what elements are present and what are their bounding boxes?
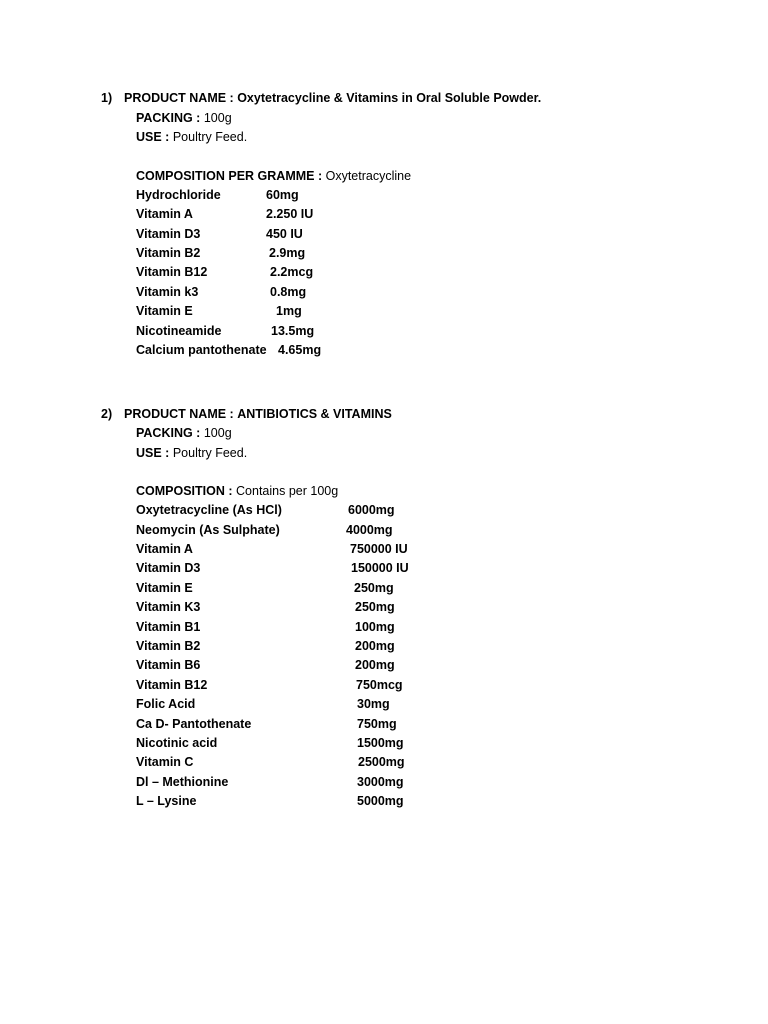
- use-value: Poultry Feed.: [172, 446, 248, 460]
- ingredient-name: Vitamin B2: [136, 639, 201, 653]
- ingredient-amount: 2500mg: [358, 755, 405, 769]
- ingredient-name: Hydrochloride: [136, 188, 221, 202]
- ingredient-name: Vitamin E: [136, 581, 193, 595]
- ingredient-name: Vitamin A: [136, 542, 193, 556]
- ingredient-name: Vitamin E: [136, 304, 193, 318]
- ingredient-amount: 1500mg: [357, 736, 404, 750]
- composition-value: Contains per 100g: [236, 484, 339, 498]
- ingredient-name: Nicotineamide: [136, 324, 222, 338]
- composition-label: COMPOSITION PER GRAMME :: [136, 169, 323, 183]
- product-2-packing-line: [136, 426, 232, 441]
- ingredient-name: Vitamin B12: [136, 678, 208, 692]
- composition-value: Oxytetracycline: [325, 169, 412, 183]
- ingredient-amount: 750000 IU: [350, 542, 408, 556]
- ingredient-amount: 3000mg: [357, 775, 404, 789]
- product-name-label: PRODUCT NAME :: [124, 407, 234, 421]
- use-label: USE :: [136, 446, 170, 460]
- product-name-label: PRODUCT NAME :: [124, 91, 234, 105]
- ingredient-amount: 200mg: [355, 639, 395, 653]
- ingredient-amount: 150000 IU: [351, 561, 409, 575]
- packing-value: 100g: [203, 426, 232, 440]
- product-name-value: ANTIBIOTICS & VITAMINS: [237, 407, 392, 421]
- packing-value: 100g: [203, 111, 232, 125]
- ingredient-name: Vitamin B12: [136, 265, 208, 279]
- ingredient-name: Vitamin K3: [136, 600, 201, 614]
- ingredient-amount: 200mg: [355, 658, 395, 672]
- ingredient-name: Vitamin k3: [136, 285, 199, 299]
- ingredient-name: Nicotinic acid: [136, 736, 218, 750]
- ingredient-name: L – Lysine: [136, 794, 197, 808]
- product-1-name-line: [124, 91, 541, 106]
- product-2-name-line: [124, 407, 392, 422]
- product-1-use-line: [136, 130, 247, 145]
- packing-label: PACKING :: [136, 426, 201, 440]
- product-name-value: Oxytetracycline & Vitamins in Oral Soluble Powder.: [237, 91, 542, 105]
- ingredient-amount: 30mg: [357, 697, 390, 711]
- ingredient-amount: 2.9mg: [269, 246, 306, 260]
- document-page: 1) PRODUCT NAME : Oxytetracycline & Vitamins in Oral Soluble Powder. PACKING : 100g USE : Poultry Feed. COMPOSITION PER GRAMME : Oxytetracycline Hydrochloride 60mg Vitamin A 2.250 IU Vitamin D3 450 IU Vitamin B2 2.9mg Vitamin B12 2.2mcg Vitamin k3 0.8mg Vitamin E 1mg Nicotineamide 13.5mg Calcium pantothenate 4.65mg 2) PRODUCT NAME : ANTIBIOTICS & VITAMINS PACKING : 100g USE : Poultry Feed. COMPOSITION : Contains per 100g Oxytetracycline (As HCl) 6000mg Neomycin (As Sulphate) 4000mg Vitamin A 750000 IU Vitamin D3 150000 IU Vitamin E 250mg Vitamin K3 250mg Vitamin B1 100mg Vitamin B2 200mg Vitamin B6 200mg Vitamin B12 750mcg Folic Acid 30mg Ca D- Pantothenate 750mg Nicotinic acid 1500mg Vitamin C 2500mg Dl – Methionine 3000mg L – Lysine 5000mg: [101, 91, 542, 808]
- ingredient-name: Vitamin B6: [136, 658, 201, 672]
- ingredient-amount: 250mg: [355, 600, 395, 614]
- ingredient-name: Vitamin D3: [136, 561, 201, 575]
- ingredient-amount: 6000mg: [348, 503, 395, 517]
- ingredient-amount: 100mg: [355, 620, 395, 634]
- product-2-use-line: [136, 446, 247, 461]
- ingredient-name: Calcium pantothenate: [136, 343, 267, 357]
- ingredient-name: Vitamin C: [136, 755, 194, 769]
- product-2-composition-line: [136, 484, 338, 499]
- ingredient-amount: 5000mg: [357, 794, 404, 808]
- ingredient-amount: 1mg: [276, 304, 302, 318]
- ingredient-name: Neomycin (As Sulphate): [136, 523, 280, 537]
- ingredient-amount: 250mg: [354, 581, 394, 595]
- ingredient-amount: 750mg: [357, 717, 397, 731]
- ingredient-name: Ca D- Pantothenate: [136, 717, 252, 731]
- ingredient-name: Folic Acid: [136, 697, 196, 711]
- ingredient-name: Vitamin B1: [136, 620, 201, 634]
- ingredient-name: Vitamin D3: [136, 227, 201, 241]
- ingredient-amount: 4.65mg: [278, 343, 322, 357]
- packing-label: PACKING :: [136, 111, 201, 125]
- product-1-packing-line: [136, 111, 232, 126]
- ingredient-amount: 2.2mcg: [270, 265, 314, 279]
- composition-label: COMPOSITION :: [136, 484, 233, 498]
- ingredient-name: Vitamin A: [136, 207, 193, 221]
- ingredient-name: Dl – Methionine: [136, 775, 229, 789]
- ingredient-name: Vitamin B2: [136, 246, 201, 260]
- ingredient-amount: 4000mg: [346, 523, 393, 537]
- ingredient-amount: 13.5mg: [271, 324, 315, 338]
- ingredient-name: Oxytetracycline (As HCl): [136, 503, 282, 517]
- use-value: Poultry Feed.: [172, 130, 248, 144]
- ingredient-amount: 450 IU: [266, 227, 303, 241]
- product-1-composition-line: [136, 169, 411, 184]
- ingredient-amount: 0.8mg: [270, 285, 307, 299]
- use-label: USE :: [136, 130, 170, 144]
- ingredient-amount: 750mcg: [356, 678, 403, 692]
- ingredient-amount: 60mg: [266, 188, 299, 202]
- ingredient-amount: 2.250 IU: [266, 207, 314, 221]
